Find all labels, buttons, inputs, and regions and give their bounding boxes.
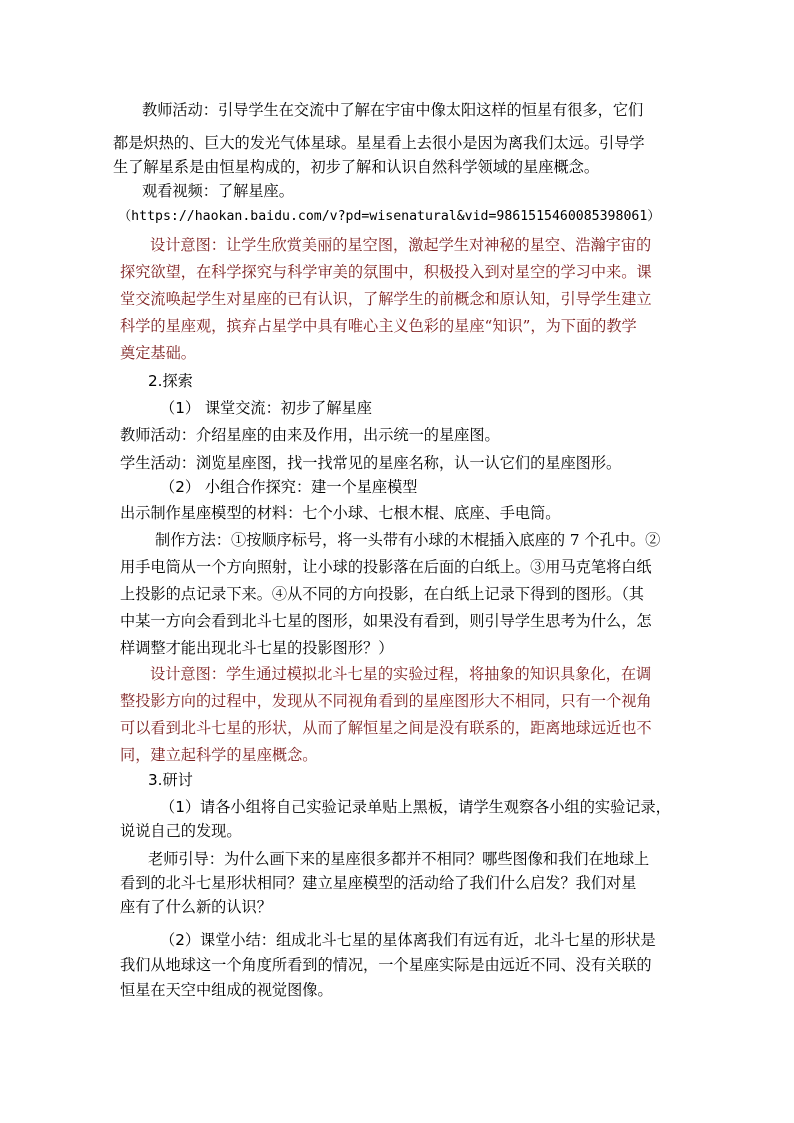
text-line: 恒星在天空中组成的视觉图像。 xyxy=(120,981,333,999)
text-line: 看到的北斗七星形状相同？建立星座模型的活动给了我们什么启发？我们对星 xyxy=(120,874,637,892)
text-line: （2）课堂小结：组成北斗七星的星体离我们有远有近，北斗七星的形状是 xyxy=(160,931,656,949)
design-intent-text: 奠定基础。 xyxy=(120,344,196,362)
design-intent-text: 同，建立起科学的星座概念。 xyxy=(120,746,318,764)
text-line: 出示制作星座模型的材料：七个小球、七根木棍、底座、手电筒。 xyxy=(120,504,561,522)
text-line: 样调整才能出现北斗七星的投影图形？） xyxy=(120,639,394,657)
subsection-heading: （1） 课堂交流：初步了解星座 xyxy=(160,399,372,417)
design-intent-text: 探究欲望，在科学探究与科学审美的氛围中，积极投入到对星空的学习中来。课 xyxy=(120,263,652,281)
text-line: 生了解星系是由恒星构成的，初步了解和认识自然科学领域的星座概念。 xyxy=(113,158,599,176)
text-line: 座有了什么新的认识？ xyxy=(120,898,272,916)
design-intent-text: 整投影方向的过程中，发现从不同视角看到的星座图形大不相同，只有一个视角 xyxy=(120,692,652,710)
text-line: 中某一方向会看到北斗七星的图形，如果没有看到，则引导学生思考为什么，怎 xyxy=(120,612,652,630)
design-intent-text: 设计意图：让学生欣赏美丽的星空图，激起学生对神秘的星空、浩瀚宇宙的 xyxy=(150,236,652,254)
section-heading: 3.研讨 xyxy=(148,771,193,789)
text-line: 上投影的点记录下来。④从不同的方向投影，在白纸上记录下得到的图形。（其 xyxy=(120,585,644,603)
text-line: （1）请各小组将自己实验记录单贴上黑板，请学生观察各小组的实验记录， xyxy=(160,798,671,816)
text-line: 观看视频：了解星座。 xyxy=(142,182,294,200)
text-line: 制作方法：①按顺序标号，将一头带有小球的木棍插入底座的 7 个孔中。② xyxy=(155,531,661,549)
subsection-heading: （2） 小组合作探究：建一个星座模型 xyxy=(160,478,418,496)
video-url: （https://haokan.baidu.com/v?pd=wisenatural&vid=9861515460085398061） xyxy=(118,209,661,224)
text-line: 教师活动：引导学生在交流中了解在宇宙中像太阳这样的恒星有很多，它们 xyxy=(142,101,644,119)
text-line: 都是炽热的、巨大的发光气体星球。星星看上去很小是因为离我们太远。引导学 xyxy=(113,134,645,152)
text-line: 用手电筒从一个方向照射，让小球的投影落在后面的白纸上。③用马克笔将白纸 xyxy=(120,558,652,576)
text-line: 老师引导：为什么画下来的星座很多都并不相同？哪些图像和我们在地球上 xyxy=(148,850,650,868)
design-intent-text: 设计意图：学生通过模拟北斗七星的实验过程，将抽象的知识具象化，在调 xyxy=(150,665,652,683)
design-intent-text: 可以看到北斗七星的形状，从而了解恒星之间是没有联系的，距离地球远近也不 xyxy=(120,719,652,737)
text-line: 说说自己的发现。 xyxy=(120,822,242,840)
section-heading: 2.探索 xyxy=(148,372,193,390)
text-line: 教师活动：介绍星座的由来及作用，出示统一的星座图。 xyxy=(120,426,500,444)
text-line: 学生活动：浏览星座图，找一找常见的星座名称，认一认它们的星座图形。 xyxy=(120,454,622,472)
design-intent-text: 科学的星座观，摈弃占星学中具有唯心主义色彩的星座“知识”，为下面的教学 xyxy=(120,317,637,335)
design-intent-text: 堂交流唤起学生对星座的已有认识，了解学生的前概念和原认知，引导学生建立 xyxy=(120,290,652,308)
text-line: 我们从地球这一个角度所看到的情况，一个星座实际是由远近不同、没有关联的 xyxy=(120,956,652,974)
